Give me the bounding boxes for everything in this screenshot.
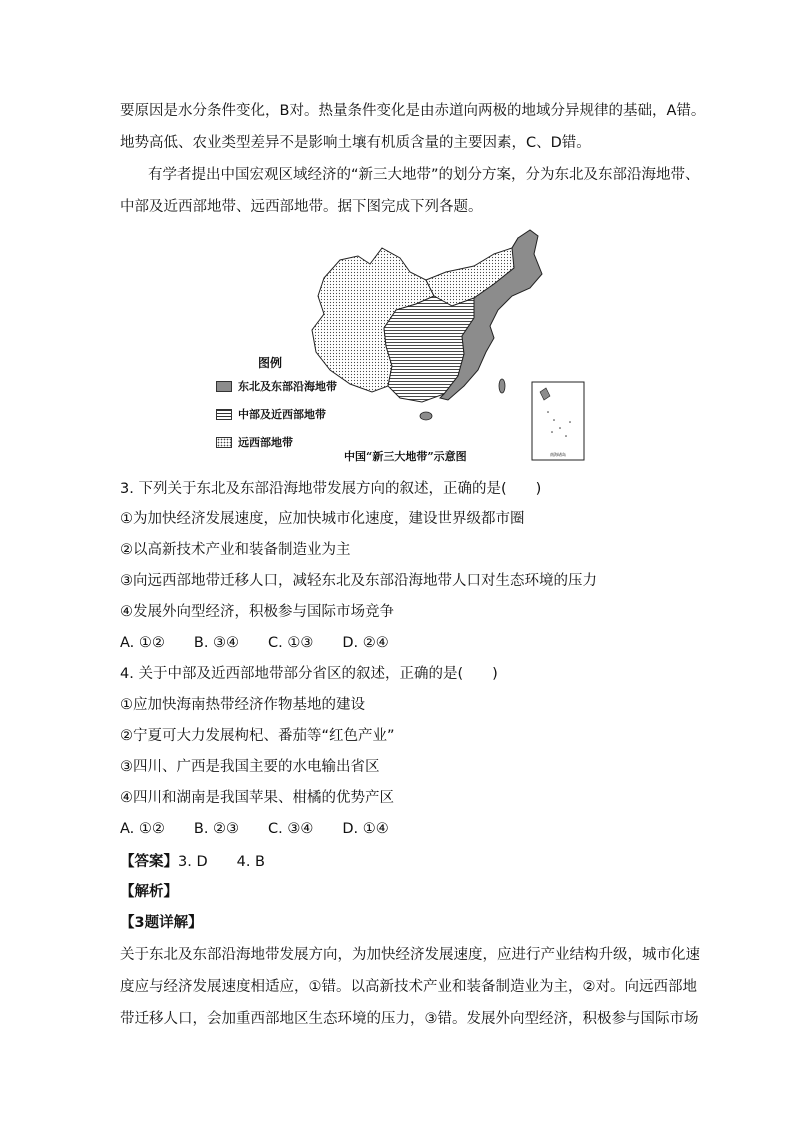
text-line-3: 有学者提出中国宏观区域经济的“新三大地带”的划分方案，分为东北及东部沿海地带、 <box>148 167 700 183</box>
taiwan-island <box>499 379 505 393</box>
legend-swatch-dots <box>216 437 232 448</box>
legend-item-east <box>216 378 337 394</box>
answer-text: 3. D 4. B <box>178 854 265 870</box>
figure-caption: 中国“新三大地带”示意图 <box>344 450 467 463</box>
detail-line-3: 带迁移人口，会加重西部地区生态环境的压力，③错。发展外向型经济，积极参与国际市场 <box>120 1011 699 1027</box>
legend-label: 远西部地带 <box>238 436 293 449</box>
answer-label: 【答案】 <box>120 854 178 870</box>
legend-swatch-stripes <box>216 409 232 420</box>
question-4-option-1: ①应加快海南热带经济作物基地的建设 <box>120 697 365 713</box>
text-line-1: 要原因是水分条件变化，B对。热量条件变化是由赤道向两极的地域分异规律的基础，A错。 <box>120 103 706 119</box>
question-3-option-3: ③向远西部地带迁移人口，减轻东北及东部沿海地带人口对生态环境的压力 <box>120 573 597 589</box>
legend-item-far-west <box>216 434 293 450</box>
question-4-option-4: ④四川和湖南是我国苹果、柑橘的优势产区 <box>120 790 394 806</box>
detail-line-1: 关于东北及东部沿海地带发展方向，为加快经济发展速度，应进行产业结构升级，城市化速 <box>120 947 700 963</box>
question-3-option-2: ②以高新技术产业和装备制造业为主 <box>120 542 351 558</box>
text-line-2: 地势高低、农业类型差异不是影响土壤有机质含量的主要因素，C、D错。 <box>120 135 591 151</box>
question-4-option-2: ②宁夏可大力发展枸杞、番茄等“红色产业” <box>120 728 395 744</box>
answer-line <box>120 852 265 872</box>
legend-item-central <box>216 406 326 422</box>
inset-label: 南海诸岛 <box>550 452 566 457</box>
legend-title: 图例 <box>258 356 283 370</box>
detail-label: 【3题详解】 <box>120 915 203 931</box>
detail-line-2: 度应与经济发展速度相适应，①错。以高新技术产业和装备制造业为主，②对。向远西部地 <box>120 979 697 995</box>
legend-label: 中部及近西部地带 <box>238 408 326 421</box>
hainan-island <box>420 412 432 420</box>
china-map-figure <box>212 226 592 464</box>
question-3-stem: 3. 下列关于东北及东部沿海地带发展方向的叙述，正确的是( ) <box>120 481 542 497</box>
legend-label: 东北及东部沿海地带 <box>238 380 337 393</box>
text-line-4: 中部及近西部地带、远西部地带。据下图完成下列各题。 <box>120 199 483 215</box>
question-4-choices: A. ①② B. ②③ C. ③④ D. ①④ <box>120 821 389 837</box>
question-3-option-4: ④发展外向型经济，积极参与国际市场竞争 <box>120 604 394 620</box>
question-3-option-1: ①为加快经济发展速度，应加快城市化速度，建设世界级都市圈 <box>120 511 525 527</box>
legend-swatch-gray <box>216 381 232 392</box>
question-3-choices: A. ①② B. ③④ C. ①③ D. ②④ <box>120 635 389 651</box>
question-4-option-3: ③四川、广西是我国主要的水电输出省区 <box>120 759 380 775</box>
south-sea-inset <box>532 382 584 460</box>
analysis-label: 【解析】 <box>120 884 178 900</box>
question-4-stem: 4. 关于中部及近西部地带部分省区的叙述，正确的是( ) <box>120 666 498 682</box>
